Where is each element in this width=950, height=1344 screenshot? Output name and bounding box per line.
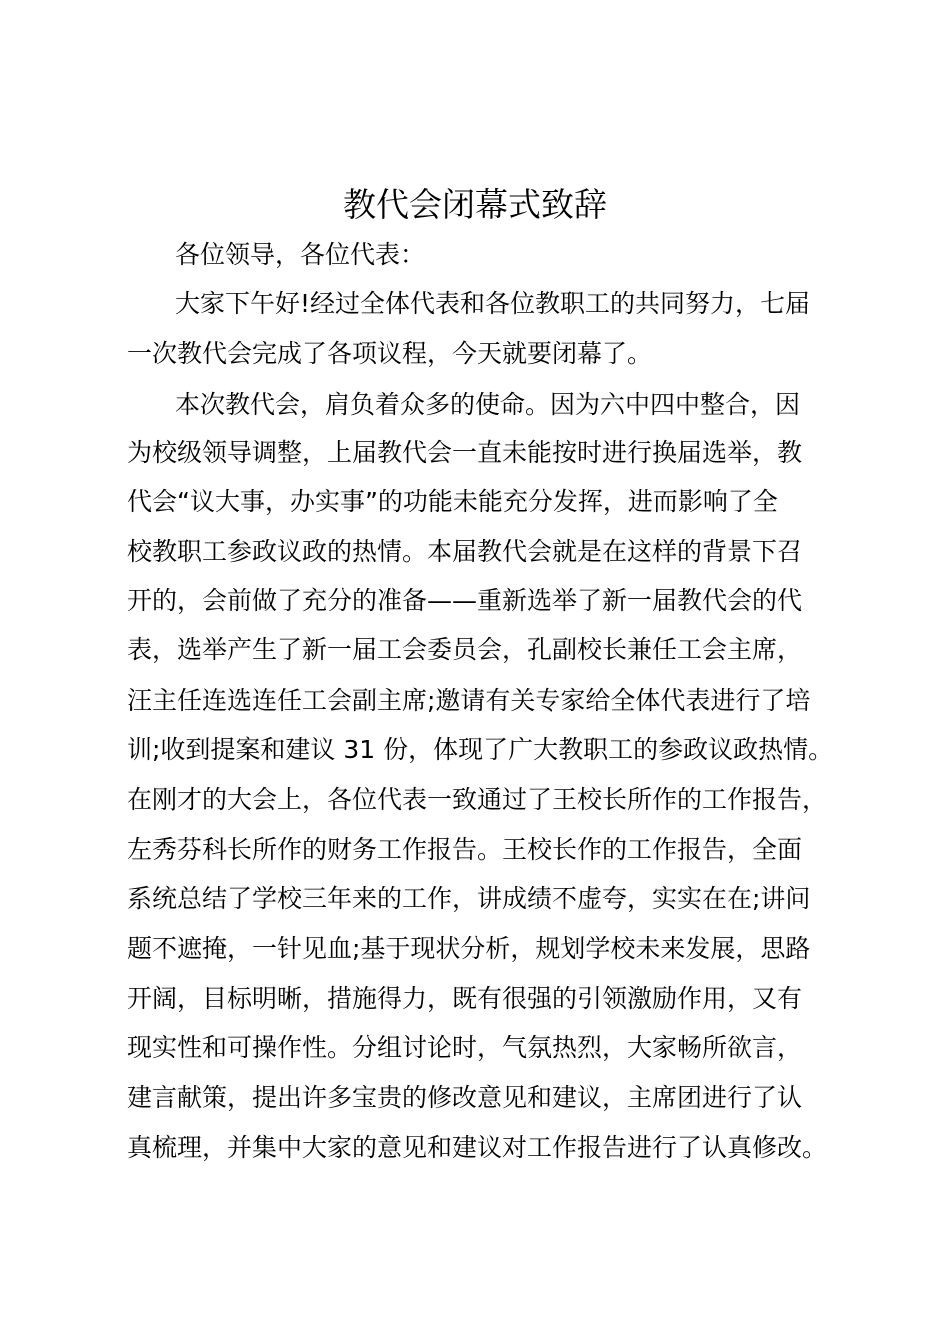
paragraph-line: 真梳理，并集中大家的意见和建议对工作报告进行了认真修改。 — [127, 1133, 828, 1162]
paragraph-line: 左秀芬科长所作的财务工作报告。王校长作的工作报告，全面 — [127, 835, 803, 864]
paragraph-line: 建言献策，提出许多宝贵的修改意见和建议，主席团进行了认 — [127, 1083, 803, 1112]
paragraph-line: 开的，会前做了充分的准备——重新选举了新一届教代会的代 — [127, 586, 803, 615]
paragraph-line: 现实性和可操作性。分组讨论时，气氛热烈，大家畅所欲言， — [127, 1033, 803, 1062]
paragraph-line: 大家下午好!经过全体代表和各位教职工的共同努力，七届 — [175, 289, 811, 318]
paragraph-line: 校教职工参政议政的热情。本届教代会就是在这样的背景下召 — [127, 537, 803, 566]
paragraph-line: 开阔，目标明晰，措施得力，既有很强的引领激励作用，又有 — [127, 984, 803, 1013]
paragraph-line: 一次教代会完成了各项议程，今天就要闭幕了。 — [127, 339, 653, 368]
paragraph-line: 本次教代会，肩负着众多的使命。因为六中四中整合，因 — [175, 390, 801, 419]
paragraph-line: 系统总结了学校三年来的工作，讲成绩不虚夸，实实在在;讲问 — [127, 884, 811, 913]
paragraph-line: 在刚才的大会上，各位代表一致通过了王校长所作的工作报告， — [127, 785, 828, 814]
salutation: 各位领导，各位代表： — [175, 240, 426, 269]
paragraph-line: 题不遮掩，一针见血;基于现状分析，规划学校未来发展，思路 — [127, 934, 811, 963]
paragraph-line: 为校级领导调整，上届教代会一直未能按时进行换届选举，教 — [127, 438, 803, 467]
paragraph-line: 代会“议大事，办实事”的功能未能充分发挥，进而影响了全 — [127, 487, 778, 516]
document-title: 教代会闭幕式致辞 — [343, 185, 607, 224]
paragraph-line: 训;收到提案和建议 31 份，体现了广大教职工的参政议政热情。 — [127, 735, 834, 764]
paragraph-line: 表，选举产生了新一届工会委员会，孔副校长兼任工会主席， — [127, 635, 803, 664]
paragraph-line: 汪主任连选连任工会副主席;邀请有关专家给全体代表进行了培 — [127, 686, 811, 715]
